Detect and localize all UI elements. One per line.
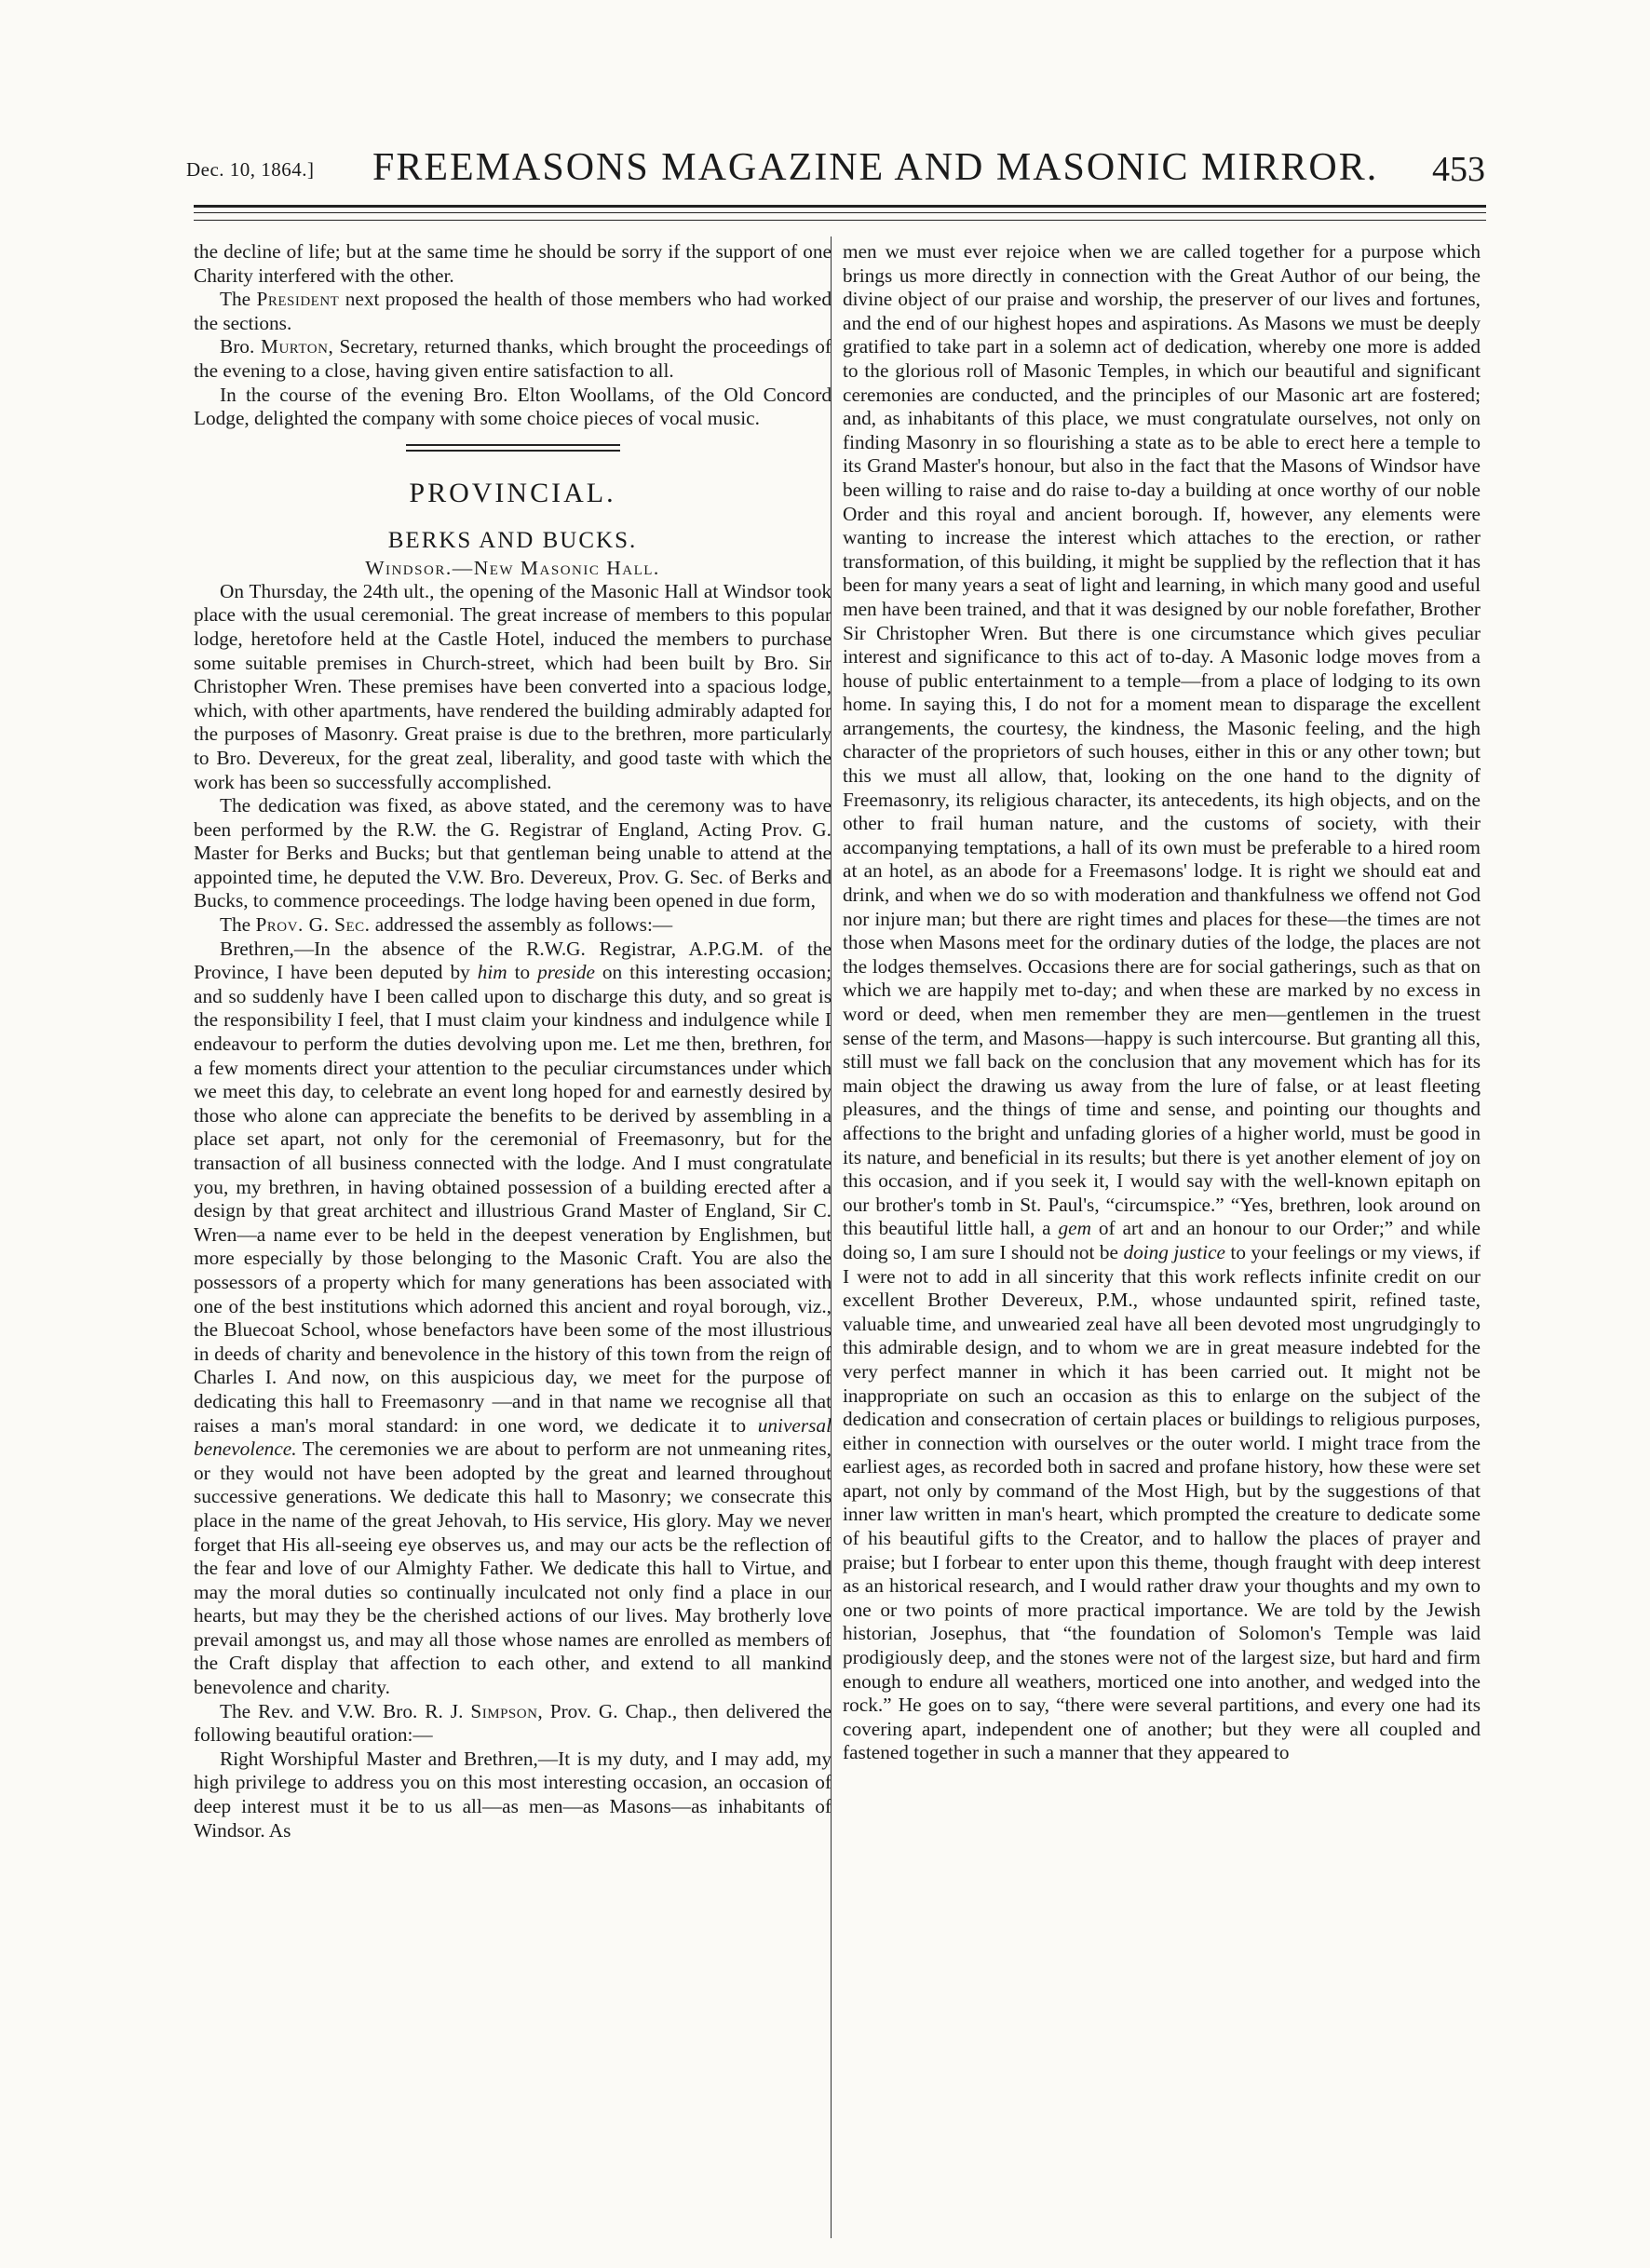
left-column [194,240,832,1843]
section-heading: PROVINCIAL. [409,477,616,508]
magazine-title: FREEMASONS MAGAZINE AND MASONIC MIRROR. [372,146,1379,189]
paragraph: The dedication was fixed, as above stated, and the ceremony was to have been performed by the R.W. the G. Registrar of England, Acting Prov. G. Master for Berks and Bucks; but that gentleman being unable to attend at the appointed time, he deputed the V.W. Bro. Devereux, Prov. G. Sec. of Berks and Bucks, to commence proceedings. The lodge having been opened in due form, [194,794,832,912]
paragraph: men we must ever rejoice when we are called together for a purpose which brings us more directly in connection with the Great Author of our being, the divine object of our praise and worship, the preserver of our lives and fortunes, and the end of our highest hopes and aspirations. As Masons we must be deeply gratified to take part in a solemn act of dedication, whereby one more is added to the glorious roll of Masonic Temples, in which our beautiful and significant ceremonies are conducted, and the principles of our Masonic art are fostered; and, as inhabitants of this place, we must congratulate ourselves, not only on finding Masonry in so flourishing a state as to be able to erect here a temple to its Grand Master's honour, but also in the fact that the Masons of Windsor have been willing to raise and do raise to-day a building at once worthy of our noble Order and this royal and ancient borough. If, however, any elements were wanting to increase the interest which attaches to the erection, or rather transformation, of this building, it might be supplied by the reflection that it has been for many years a seat of light and learning, in which many good and useful men have been trained, and that it was designed by our noble forefather, Brother Sir Christopher Wren. But there is one circumstance which gives peculiar interest and significance to this act of to-day. A Masonic lodge moves from a house of public entertainment to a temple—from a place of lodging to its own home. In saying this, I do not for a moment mean to disparage the excellent arrangements, the courtesy, the kindness, the Masonic feeling, and the high character of the proprietors of such houses, either in this or any other town; but this we must all allow, that, looking on the one hand to the dignity of Freemasonry, its religious character, its antecedents, its high objects, and on the other to frail human nature, and the customs of society, with their accompanying temptations, a hall of its own must be preferable to a hired room at an hotel, as an abode for a Freemasons' lodge. It is right we should eat and drink, and when we do so with moderation and thankfulness we offend not God nor injure man; but there are right times and places for these—the times are not those when Masons meet for the ordinary duties of the lodge, the places are not the lodges themselves. Occasions there are for social gatherings, such as that on which we are happily met to-day; and when these are marked by no excess in word or deed, when men remember they are men—gentlemen in the truest sense of the term, and Masons—happy is such intercourse. But granting all this, still must we fall back on the conclusion that any movement which has for its main object the drawing us away from the lure of false, or at least fleeting pleasures, and the things of time and sense, and pointing our thoughts and affections to the bright and unfading glories of a higher world, must be good in its nature, and beneficial in its results; but there is yet another element of joy on this occasion, and if you seek it, I would say with the well-known epitaph on our brother's tomb in St. Paul's, “circumspice.” “Yes, brethren, look around on this beautiful little hall, a gem of art and an honour to our Order;” and while doing so, I am sure I should not be doing justice to your feelings or my views, if I were not to add in all sincerity that this work reflects infinite credit on our excellent Brother Devereux, P.M., whose undaunted spirit, refined taste, valuable time, and unwearied zeal have all been devoted most ungrudgingly to this admirable design, and to whom we are in great measure indebted for the very perfect manner in which it has been carried out. It might not be inappropriate on such an occasion as this to enlarge on the subject of the dedication and consecration of certain places or buildings to religious purposes, either in connection with ourselves or the outer world. I might trace from the earliest ages, as recorded both in sacred and profane history, how these were set apart, not only by command of the Most High, but by the suggestions of that inner law written in man's heart, which prompted the creature to dedicate some of his beautiful gifts to the Creator, and to hallow the places of prayer and praise; but I forbear to enter upon this theme, though fraught with deep interest as an historical research, and I would rather draw your thoughts and my own to one or two points of more practical importance. We are told by the Jewish historian, Josephus, that “the foundation of Solomon's Temple was laid prodigiously deep, and the stones were not of the largest size, but hard and firm enough to endure all weathers, morticed one into another, and wedged into the rock.” He goes on to say, “there were several partitions, and every one had its covering apart, independent one of another; but they were all coupled and fastened together in such a manner that they appeared to [843,240,1481,1764]
paragraph: Right Worshipful Master and Brethren,—It is my duty, and I may add, my high privilege to address you on this most interesting occasion, an occasion of deep interest must it be to us all—as men—as Masons—as inhabitants of Windsor. As [194,1747,832,1842]
paragraph: The President next proposed the health of those members who had worked the sections. [194,288,832,334]
paragraph: The Prov. G. Sec. addressed the assembly as follows:— [220,913,673,937]
paragraph: Bro. Murton, Secretary, returned thanks, which brought the proceedings of the evening to a close, having given entire satisfaction to all. [194,335,832,382]
header-rule-thin-2 [194,220,1486,221]
header-rule-thick [194,205,1486,208]
header-rule-thin [194,212,1486,213]
issue-date: Dec. 10, 1864.] [186,158,315,181]
paragraph: The Rev. and V.W. Bro. R. J. Simpson, Prov. G. Chap., then delivered the following beautiful oration:— [194,1699,832,1747]
page-number: 453 [1432,150,1485,189]
right-column [843,240,1481,1765]
paragraph: the decline of life; but at the same time he should be sorry if the support of one Charity interfered with the other. [194,240,832,287]
paragraph: Brethren,—In the absence of the R.W.G. Registrar, A.P.G.M. of the Province, I have been deputed by him to preside on this interesting occasion; and so suddenly have I been called upon to discharge this duty, and so great is the responsibility I feel, that I must claim your kindness and indulgence while I endeavour to perform the duties devolving upon me. Let me then, brethren, for a few moments direct your attention to the peculiar circumstances under which we meet this day, to celebrate an event long hoped for and earnestly desired by those who alone can appreciate the benefits to be derived by assembling in a place set apart, not only for the ceremonial of Freemasonry, but for the transaction of all business connected with the lodge. And I must congratulate you, my brethren, in having obtained possession of a building erected after a design by that great architect and illustrious Grand Master of England, Sir C. Wren—a name ever to be held in the deepest veneration by Englishmen, but more especially by those belonging to the Masonic Craft. You are also the possessors of a property which for many generations has been associated with one of the best institutions which adorned this ancient and royal borough, viz., the Bluecoat School, whose benefactors have been some of the most illustrious in deeds of charity and benevolence in the history of this town from the reign of Charles I. And now, on this auspicious day, we meet for the purpose of dedicating this hall to Freemasonry —and in that name we recognise all that raises a man's moral standard: in one word, we dedicate it to universal benevolence. The ceremonies we are about to perform are not unmeaning rites, or they would not have been adopted by the great and learned throughout successive generations. We dedicate this hall to Masonry; we consecrate this place in the name of the great Jehovah, to His service, His glory. May we never forget that His all-seeing eye observes us, and may our acts be the reflection of the fear and love of our Almighty Father. We dedicate this hall to Virtue, and may the moral duties so continually inculcated not only find a place in our hearts, but may they be the cherished actions of our lives. May brotherly love prevail amongst us, and may all those whose names are enrolled as members of the Craft display that affection to each other, and extend to all mankind benevolence and charity. [194,937,832,1699]
page-header [186,140,1485,196]
article-heading: Windsor.—New Masonic Hall. [365,556,660,579]
subsection-heading: BERKS AND BUCKS. [387,527,638,553]
paragraph: On Thursday, the 24th ult., the opening of the Masonic Hall at Windsor took place with the usual ceremonial. The great increase of members to this popular lodge, heretofore held at the Castle Hotel, induced the members to purchase some suitable premises in Church-street, which had been built by Bro. Sir Christopher Wren. These premises have been converted into a spacious lodge, which, with other apartments, have rendered the building admirably adapted for the purposes of Masonry. Great praise is due to the brethren, more particularly to Bro. Devereux, for the great zeal, liberality, and good taste with which the work has been so successfully accomplished. [194,579,832,793]
section-divider [406,444,620,452]
paragraph: In the course of the evening Bro. Elton Woollams, of the Old Concord Lodge, delighted the company with some choice pieces of vocal music. [194,383,832,430]
